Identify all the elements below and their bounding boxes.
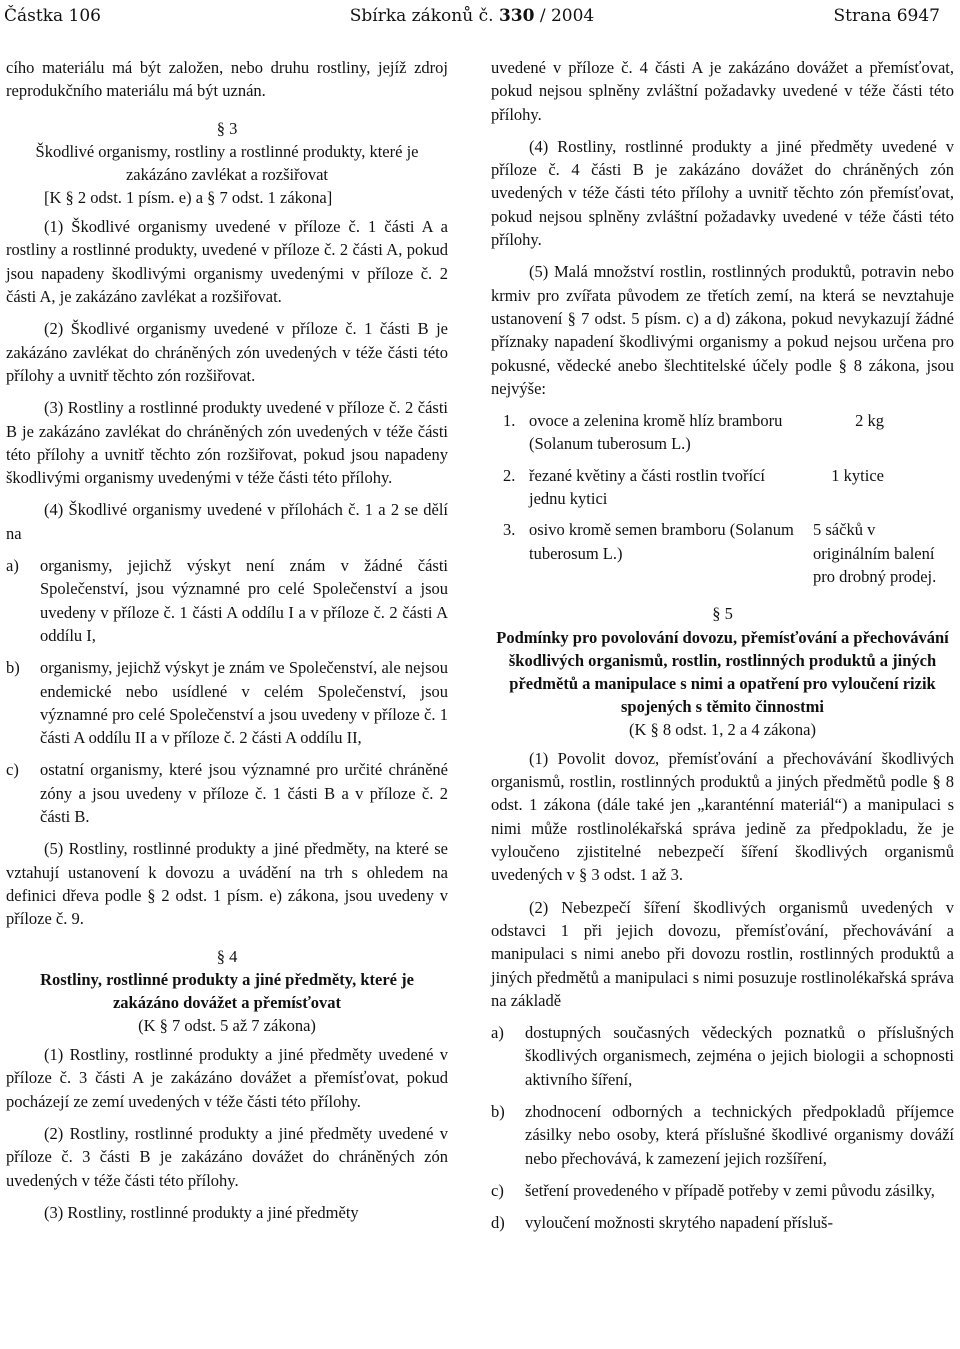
list-item-text: organismy, jejichž výskyt je znám ve Společenství, ale nejsou endemické nebo usídlené v celém Společenství, jsou významné pro celé Společenství a jsou uvedeny v příloze č. 1 části A oddílu II a v příloze č. 2 části A oddílu II, [40, 658, 448, 748]
quantity-amount: 2 kg [855, 411, 884, 431]
section-4-reference: (K § 7 odst. 5 až 7 zákona) [138, 1015, 316, 1035]
section-3-paragraph-2: (2) Škodlivé organismy uvedené v příloze č. 1 části B je zakázáno zavlékat do chráněných zón uvedených v téže části této přílohy a uvnitř těchto zón rozšiřovat. [6, 319, 448, 385]
section-4-paragraph-3: (3) Rostliny, rostlinné produkty a jiné předměty [44, 1202, 359, 1222]
section-3-paragraph-4: (4) Škodlivé organismy uvedené v přílohách č. 1 a 2 se dělí na [6, 500, 448, 543]
section-5-paragraph-2: (2) Nebezpečí šíření škodlivých organismů uvedených v odstavci 1 při jejich dovozu, přemísťování, přechovávání a manipulaci s nimi anebo při dovozu rostlin, rostlinných produktů a jiných předmětů a manipulaci s nimi posuzuje rostlinolékařská správa na základě [491, 897, 954, 1010]
issue-number: Částka 106 [4, 6, 101, 26]
section-3-title: Škodlivé organismy, rostliny a rostlinné produkty, které je zakázáno zavlékat a rozšiřovat [35, 141, 419, 184]
list-item-label: d) [491, 1213, 505, 1233]
quantity-amount: 5 sáčků v originálním balení pro drobný prodej. [813, 520, 937, 586]
quantity-item: osivo kromě semen bramboru (Solanum tuberosum L.) [529, 520, 794, 563]
list-item [491, 1179, 954, 1202]
section-5-reference: (K § 8 odst. 1, 2 a 4 zákona) [629, 719, 816, 739]
list-item [6, 554, 448, 647]
list-item-label: a) [491, 1023, 504, 1043]
quantity-number: 1. [503, 411, 516, 431]
section-4-paragraph-4: (4) Rostliny, rostlinné produkty a jiné předměty uvedené v příloze č. 4 části B je zakázáno dovážet do chráněných zón uvedených v téže části této přílohy a uvnitř těchto zón přemísťovat, pokud nejsou splněny zvláštní požadavky uvedené v téže části této přílohy. [491, 136, 954, 250]
collection-prefix: Sbírka zákonů č. [349, 6, 494, 26]
quantity-number: 2. [503, 465, 516, 485]
list-item-text: vyloučení možnosti skrytého napadení přísluš- [525, 1213, 833, 1233]
section-4-number: § 4 [216, 946, 238, 966]
paragraph-continuation: cího materiálu má být založen, nebo druhu rostliny, jejíž zdroj reprodukčního materiálu má být uznán. [6, 58, 448, 101]
list-item-label: c) [491, 1180, 504, 1200]
section-3-paragraph-5: (5) Rostliny, rostlinné produkty a jiné předměty, na které se vztahují ustanovení k dovozu a uvádění na trh s ohledem na definici dřeva podle § 2 odst. 1 písm. e) zákona, jsou uvedeny v příloze č. 9. [6, 839, 448, 929]
list-item [491, 1100, 954, 1170]
section-3-reference: [K § 2 odst. 1 písm. e) a § 7 odst. 1 zákona] [44, 187, 333, 207]
section-4-paragraph-5: (5) Malá množství rostlin, rostlinných produktů, potravin nebo krmiv pro zvířata původem ze třetích zemí, na která se nevztahuje ustanovení § 7 odst. 5 písm. c) a d) zákona, pokud nevykazují žádné příznaky napadení škodlivými organismy a pokud nejsou určena pro pokusné, vědecké anebo šlechtitelské účely podle § 8 zákona, jsou nejvýše: [491, 262, 954, 398]
section-4-paragraph-1: (1) Rostliny, rostlinné produkty a jiné předměty uvedené v příloze č. 3 části A je zakázáno dovážet a přemísťovat, pokud pocházejí ze zemí uvedených v téže části této přílohy. [6, 1045, 448, 1111]
list-item-text: organismy, jejichž výskyt není znám v žádné části Společenství, jsou významné pro celé Společenství a jsou uvedeny v příloze č. 1 části A oddílu I a v příloze č. 2 části A oddílu I, [40, 556, 448, 645]
list-item-text: ostatní organismy, které jsou významné pro určité chráněné zóny a jsou uvedeny v příloze č. 1 části B a v příloze č. 2 části B. [40, 760, 448, 827]
collection-number: 330 [498, 6, 535, 26]
section-3-paragraph-3: (3) Rostliny a rostlinné produkty uvedené v příloze č. 2 části B je zakázáno zavlékat do chráněných zón uvedených v téže části této přílohy a uvnitř těchto zón rozšiřovat, pokud jsou napadeny škodlivými organismy uvedenými v téže části této přílohy. [6, 398, 448, 488]
left-column [6, 56, 448, 1233]
collection-year: / 2004 [539, 6, 595, 26]
quantity-item: řezané květiny a části rostlin tvořící jednu kytici [529, 465, 765, 509]
list-item-label: a) [6, 556, 19, 576]
quantity-number: 3. [503, 520, 516, 540]
list-item [491, 1211, 954, 1234]
quantity-amount: 1 kytice [831, 465, 884, 485]
paragraph-continuation: uvedené v příloze č. 4 části A je zakázáno dovážet a přemísťovat, pokud nejsou splněny zvláštní požadavky uvedené v téže části této přílohy. [491, 58, 954, 124]
section-5-paragraph-1: (1) Povolit dovoz, přemísťování a přechovávání škodlivých organismů, rostlin, rostlinných produktů a jiných předmětů podle § 8 odst. 1 zákona (dále také jen „karanténní materiál“) a manipulaci s nimi může rostlinolékařská správa jedině za předpokladu, že je vyloučeno zjistitelné nebezpečí šíření škodlivých organismů uvedených v § 3 odst. 1 až 3. [491, 748, 954, 885]
right-column [491, 56, 954, 1243]
page-number: Strana 6947 [833, 6, 940, 26]
section-5-number: § 5 [712, 604, 733, 624]
section-4-title: Rostliny, rostlinné produkty a jiné předměty, které je zakázáno dovážet a přemísťovat [40, 969, 414, 1012]
quantity-item: ovoce a zelenina kromě hlíz bramboru (Solanum tuberosum L.) [529, 411, 783, 454]
list-item [6, 758, 448, 828]
quantity-row [491, 464, 954, 511]
list-item [491, 1021, 954, 1091]
section-3-paragraph-1: (1) Škodlivé organismy uvedené v příloze č. 1 části A a rostliny a rostlinné produkty, uvedené v příloze č. 2 části A, pokud jsou napadeny škodlivými organismy uvedenými v příloze č. 2 části A, je zakázáno zavlékat a rozšiřovat. [6, 217, 448, 307]
quantity-row [491, 409, 954, 456]
quantity-row [491, 518, 954, 588]
page-header [4, 6, 940, 28]
list-item-label: b) [491, 1101, 505, 1121]
list-item-text: šetření provedeného v případě potřeby v zemi původu zásilky, [525, 1180, 935, 1200]
list-item [6, 656, 448, 749]
list-item-label: c) [6, 760, 19, 780]
collection-title [4, 6, 940, 26]
section-4-paragraph-2: (2) Rostliny, rostlinné produkty a jiné předměty uvedené v příloze č. 3 části B je zakázáno dovážet do chráněných zón uvedených v téže části této přílohy. [6, 1123, 448, 1190]
section-5-title: Podmínky pro povolování dovozu, přemísťování a přechovávání škodlivých organismů, rostlin, rostlinných produktů a jiných předmětů a manipulace s nimi a opatření pro vyloučení rizik spojených s těmito činnostmi [496, 627, 949, 716]
section-3-number: § 3 [216, 118, 238, 138]
list-item-text: zhodnocení odborných a technických předpokladů příjemce zásilky nebo osoby, která příslušné škodlivé organismy dováží nebo přechovává, k zamezení jejich rozšíření, [525, 1101, 954, 1168]
list-item-label: b) [6, 658, 20, 678]
list-item-text: dostupných současných vědeckých poznatků o příslušných škodlivých organismech, zejména o jejich biologii a schopnosti aktivního šíření, [525, 1023, 954, 1089]
